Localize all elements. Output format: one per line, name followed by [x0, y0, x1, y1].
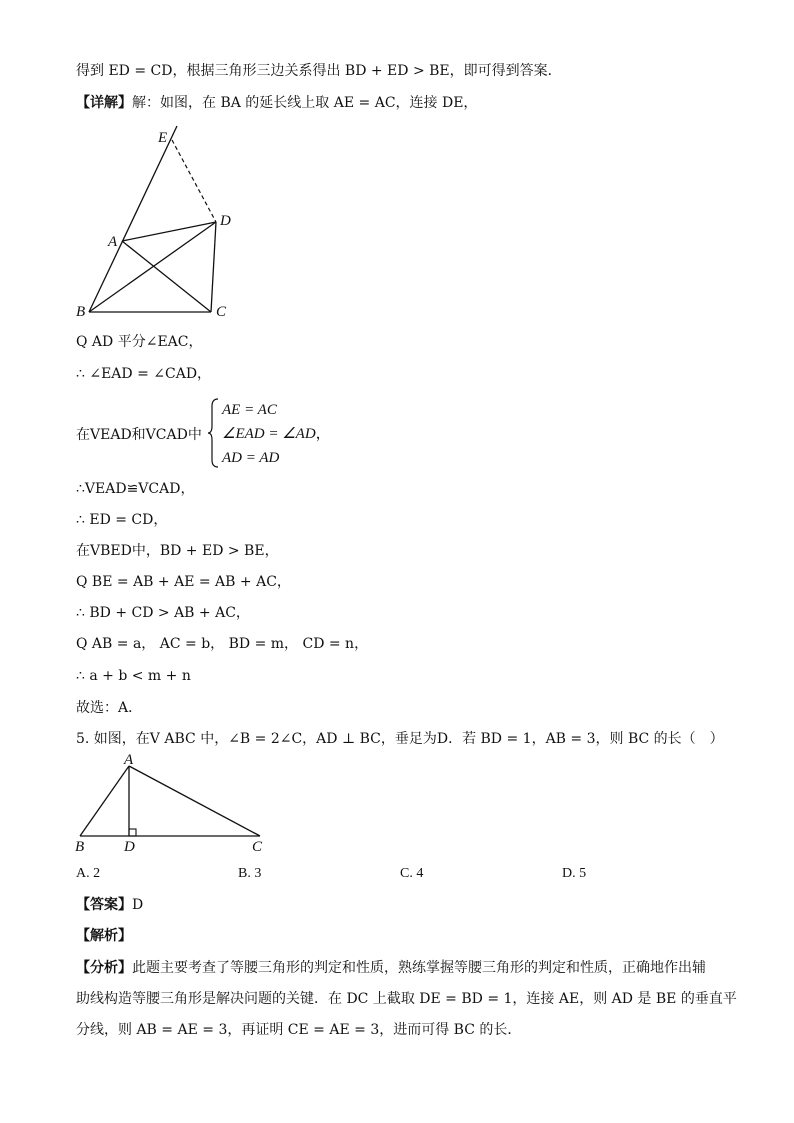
fenxi-tag: 【分析】	[76, 960, 132, 976]
line-AC	[122, 241, 211, 312]
system-row-2: ∠EAD = ∠AD，	[222, 426, 331, 442]
line-DC	[211, 222, 216, 312]
system-intro: 在VEAD和VCAD中	[76, 427, 202, 443]
system-row-3: AD = AD	[222, 450, 280, 466]
text-line-7: ∴ ED = CD，	[76, 512, 168, 528]
text-line-13: 故选：A．	[76, 700, 143, 716]
congruence-system	[76, 398, 376, 468]
text-line-10: ∴ BD + CD > AB + AC，	[76, 605, 250, 621]
fenxi-line-1	[76, 959, 706, 977]
analysis-tag: 【解析】	[76, 928, 132, 944]
answer-tag: 【答案】	[76, 897, 132, 913]
detail-line	[76, 94, 477, 112]
text-line-4: ∴ ∠EAD = ∠CAD，	[76, 366, 212, 382]
fenxi-line-3: 分线，则 AB = AE = 3，再证明 CE = AE = 3，进而可得 BC 的长．	[76, 1022, 522, 1038]
line-AB	[80, 766, 129, 836]
line-ED-dashed	[172, 140, 216, 222]
figure-1	[70, 118, 250, 328]
label-D: D	[124, 839, 135, 855]
text-line-1: 得到 ED = CD，根据三角形三边关系得出 BD + ED > BE，即可得到答案．	[76, 63, 562, 79]
choice-d: D. 5	[562, 866, 587, 881]
fenxi-line-2: 助线构造等腰三角形是解决问题的关键．在 DC 上截取 DE = BD = 1，连接 AE，则 AD 是 BE 的垂直平	[76, 991, 737, 1007]
label-B: B	[76, 304, 86, 320]
choice-c: C. 4	[400, 866, 424, 881]
question-5: 5. 如图，在V ABC 中，∠B = 2∠C，AD ⊥ BC，垂足为D．若 BD = 1，AB = 3，则 BC 的长（ ）	[76, 731, 724, 747]
text-line-6: ∴VEAD≌VCAD，	[76, 481, 195, 497]
label-B: B	[75, 839, 85, 855]
figure-2	[70, 752, 270, 856]
text-line-11: Q AB = a， AC = b， BD = m， CD = n，	[76, 636, 369, 652]
text-line-8: 在VBED中，BD + ED > BE，	[76, 543, 279, 559]
line-BE	[89, 126, 177, 312]
system-row-1: AE = AC	[222, 402, 277, 418]
label-C: C	[252, 839, 263, 855]
detail-tag: 【详解】	[76, 95, 132, 111]
right-angle-mark	[129, 829, 136, 836]
label-A: A	[124, 752, 134, 768]
choice-b: B. 3	[238, 866, 262, 881]
left-brace	[208, 398, 220, 468]
label-A: A	[108, 234, 118, 250]
label-E: E	[158, 130, 168, 146]
label-C: C	[216, 304, 227, 320]
answer-value: D	[132, 897, 144, 913]
text-line-3: Q AD 平分∠EAC，	[76, 334, 203, 350]
choice-a: A. 2	[76, 866, 101, 881]
answer-line	[76, 896, 143, 914]
line-AC	[129, 766, 260, 836]
label-D: D	[220, 213, 231, 229]
detail-text: 解：如图，在 BA 的延长线上取 AE = AC，连接 DE，	[132, 95, 478, 111]
text-line-12: ∴ a + b < m + n	[76, 668, 191, 684]
fenxi-text-1: 此题主要考查了等腰三角形的判定和性质，熟练掌握等腰三角形的判定和性质，正确地作出辅	[132, 960, 706, 976]
text-line-9: Q BE = AB + AE = AB + AC，	[76, 574, 291, 590]
